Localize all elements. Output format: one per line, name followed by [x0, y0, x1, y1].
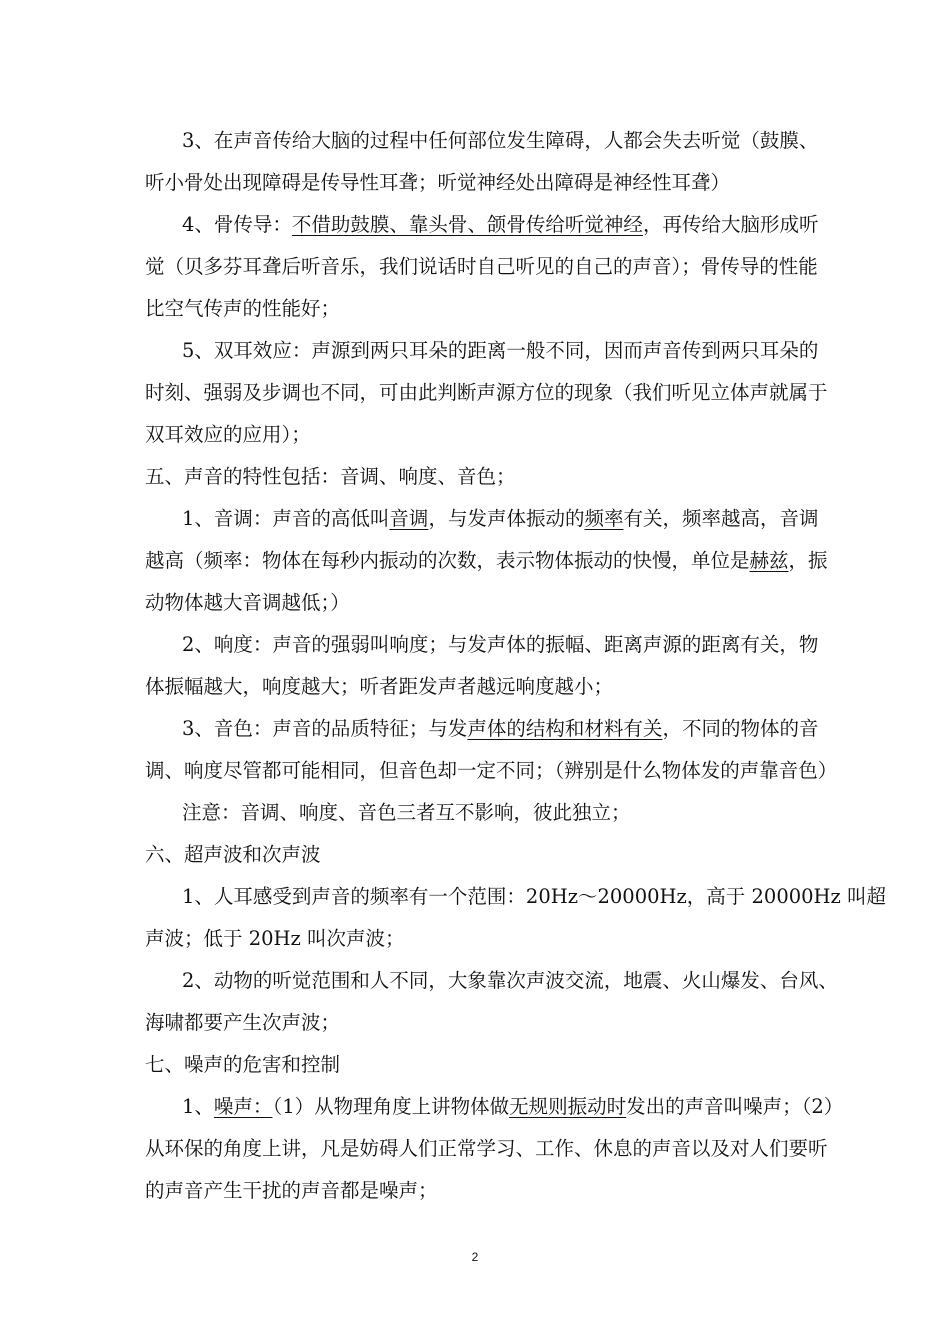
text: ，振 — [788, 549, 828, 572]
text: 3、音色：声音的品质特征；与发 — [182, 717, 468, 740]
underlined-text: 不借助鼓膜、靠头骨、颌骨传给听觉神经 — [291, 213, 643, 236]
text: 六、超声波和次声波 — [145, 843, 321, 866]
paragraph-line — [182, 338, 819, 364]
paragraph-line — [182, 884, 887, 910]
text: 听小骨处出现障碍是传导性耳聋；听觉神经处出障碍是神经性耳聋） — [145, 171, 731, 194]
text: 七、噪声的危害和控制 — [145, 1053, 341, 1076]
text: 的声音产生干扰的声音都是噪声； — [145, 1179, 438, 1202]
text: 越高（频率：物体在每秒内振动的次数，表示物体振动的快慢，单位是 — [145, 549, 750, 572]
paragraph-line — [145, 254, 818, 280]
underlined-text: 声体的结构和材料有关 — [467, 717, 663, 740]
text: 从环保的角度上讲，凡是妨碍人们正常学习、工作、休息的声音以及对人们要听 — [145, 1137, 828, 1160]
text: 双耳效应的应用）； — [145, 423, 311, 446]
underlined-text: 噪声： — [213, 1095, 273, 1118]
text: （1）从物理角度上讲物体做 — [272, 1095, 510, 1118]
paragraph-line — [145, 674, 810, 700]
text: ，再传给大脑形成听 — [642, 213, 819, 236]
paragraph-line — [145, 170, 810, 196]
text: 比空气传声的性能好； — [145, 297, 341, 320]
paragraph-line — [182, 506, 819, 532]
text: 五、声音的特性包括：音调、响度、音色； — [145, 465, 516, 488]
text: 4、骨传导： — [182, 213, 292, 236]
paragraph-line — [182, 968, 838, 994]
text: 声波；低于 20Hz 叫次声波； — [145, 927, 405, 950]
text: 觉（贝多芬耳聋后听音乐，我们说话时自己听见的自己的声音）；骨传导的性能 — [145, 255, 818, 278]
text: 2、响度：声音的强弱叫响度；与发声体的振幅、距离声源的距离有关，物 — [182, 633, 819, 656]
paragraph-line — [182, 632, 819, 658]
text: 3、在声音传给大脑的过程中任何部位发生障碍，人都会失去听觉（鼓膜、 — [182, 129, 819, 152]
paragraph-line — [145, 758, 838, 784]
paragraph-line — [145, 1136, 828, 1162]
text: 有关，频率越高，音调 — [623, 507, 819, 530]
paragraph-line — [145, 422, 810, 448]
text: 1、音调：声音的高低叫 — [182, 507, 390, 530]
text: 2、动物的听觉范围和人不同，大象靠次声波交流，地震、火山爆发、台风、 — [182, 969, 838, 992]
text: 1、 — [182, 1095, 214, 1118]
text: 5、双耳效应：声源到两只耳朵的距离一般不同，因而声音传到两只耳朵的 — [182, 339, 819, 362]
text: ，不同的物体的音 — [662, 717, 819, 740]
text: 动物体越大音调越低；） — [145, 591, 350, 614]
text: 调、响度尽管都可能相同，但音色却一定不同；（辨别是什么物体发的声靠音色） — [145, 759, 838, 782]
paragraph-line — [145, 926, 810, 952]
section-heading — [145, 464, 810, 490]
paragraph-line — [145, 380, 828, 406]
paragraph-line — [145, 548, 828, 574]
section-heading — [145, 842, 810, 868]
text: 注意：音调、响度、音色三者互不影响，彼此独立； — [182, 801, 631, 824]
paragraph-line — [182, 212, 819, 238]
paragraph-line — [182, 800, 810, 826]
text: 体振幅越大，响度越大；听者距发声者越远响度越小； — [145, 675, 614, 698]
text: 时刻、强弱及步调也不同，可由此判断声源方位的现象（我们听见立体声就属于 — [145, 381, 828, 404]
underlined-text: 无规则振动时 — [509, 1095, 627, 1118]
paragraph-line — [182, 716, 819, 742]
paragraph-line — [145, 1178, 810, 1204]
paragraph-line — [182, 1094, 844, 1120]
text: ，与发声体振动的 — [428, 507, 585, 530]
underlined-text: 赫兹 — [749, 549, 789, 572]
text: 1、人耳感受到声音的频率有一个范围：20Hz～20000Hz，高于 20000Hz 叫超 — [182, 885, 887, 908]
section-heading — [145, 1052, 810, 1078]
underlined-text: 频率 — [584, 507, 624, 530]
page-number: 2 — [471, 1250, 479, 1264]
text: 海啸都要产生次声波； — [145, 1011, 341, 1034]
paragraph-line — [145, 590, 810, 616]
paragraph-line — [182, 128, 819, 154]
underlined-text: 音调 — [389, 507, 429, 530]
paragraph-line — [145, 296, 810, 322]
paragraph-line — [145, 1010, 810, 1036]
text: 发出的声音叫噪声；（2） — [626, 1095, 844, 1118]
